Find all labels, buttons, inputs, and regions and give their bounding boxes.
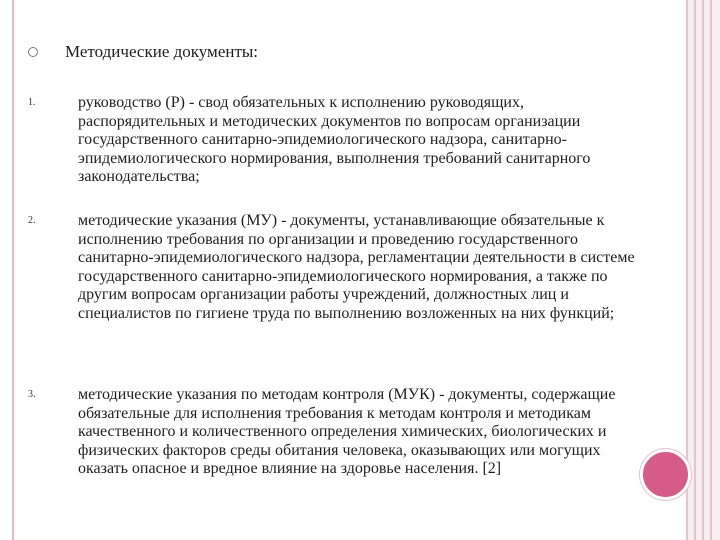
- circle-bullet-icon: [28, 47, 38, 57]
- list-item-text: методические указания (МУ) - документы, устанавливающие обязательные к исполнению требования по организации и проведению государственного санитарно-эпидемиологического надзора, регламентации деятельности в системе государственного санитарно-эпидемиологического нормирования, а также по другим вопросам организации работы учреждений, должностных лиц и специалистов по гигиене труда по выполнению возложенных на них функций;: [78, 212, 635, 322]
- list-item: [28, 386, 638, 479]
- list-item: [28, 212, 638, 323]
- list-item-number: 1.: [28, 97, 36, 108]
- frame-stripe: [702, 0, 704, 540]
- list-item-text: руководство (Р) - свод обязательных к исполнению руководящих, распорядительных и методических документов по вопросам организации государственного санитарно-эпидемиологического надзора, санитарно-эпидемиологического нормирования, выполнения требований санитарного законодательства;: [78, 94, 591, 185]
- list-item-number: 2.: [28, 215, 36, 226]
- list-item-text: методические указания по методам контроля (МУК) - документы, содержащие обязательные для исполнения требования к методам контроля и методикам качественного и количественного определения химических, биологических и физических факторов среды обитания человека, оказывающих или могущих оказать опасное и вредное влияние на здоровье населения. [2]: [78, 386, 616, 477]
- frame-stripe: [694, 0, 696, 540]
- list-item: [28, 94, 638, 187]
- slide-frame-right-stripes: [686, 0, 720, 540]
- decorative-circle: [640, 449, 691, 500]
- slide-heading: [28, 42, 258, 62]
- frame-stripe: [710, 0, 712, 540]
- slide-frame-left-line: [12, 0, 14, 540]
- heading-text: Методические документы:: [65, 42, 259, 61]
- list-item-number: 3.: [28, 389, 36, 400]
